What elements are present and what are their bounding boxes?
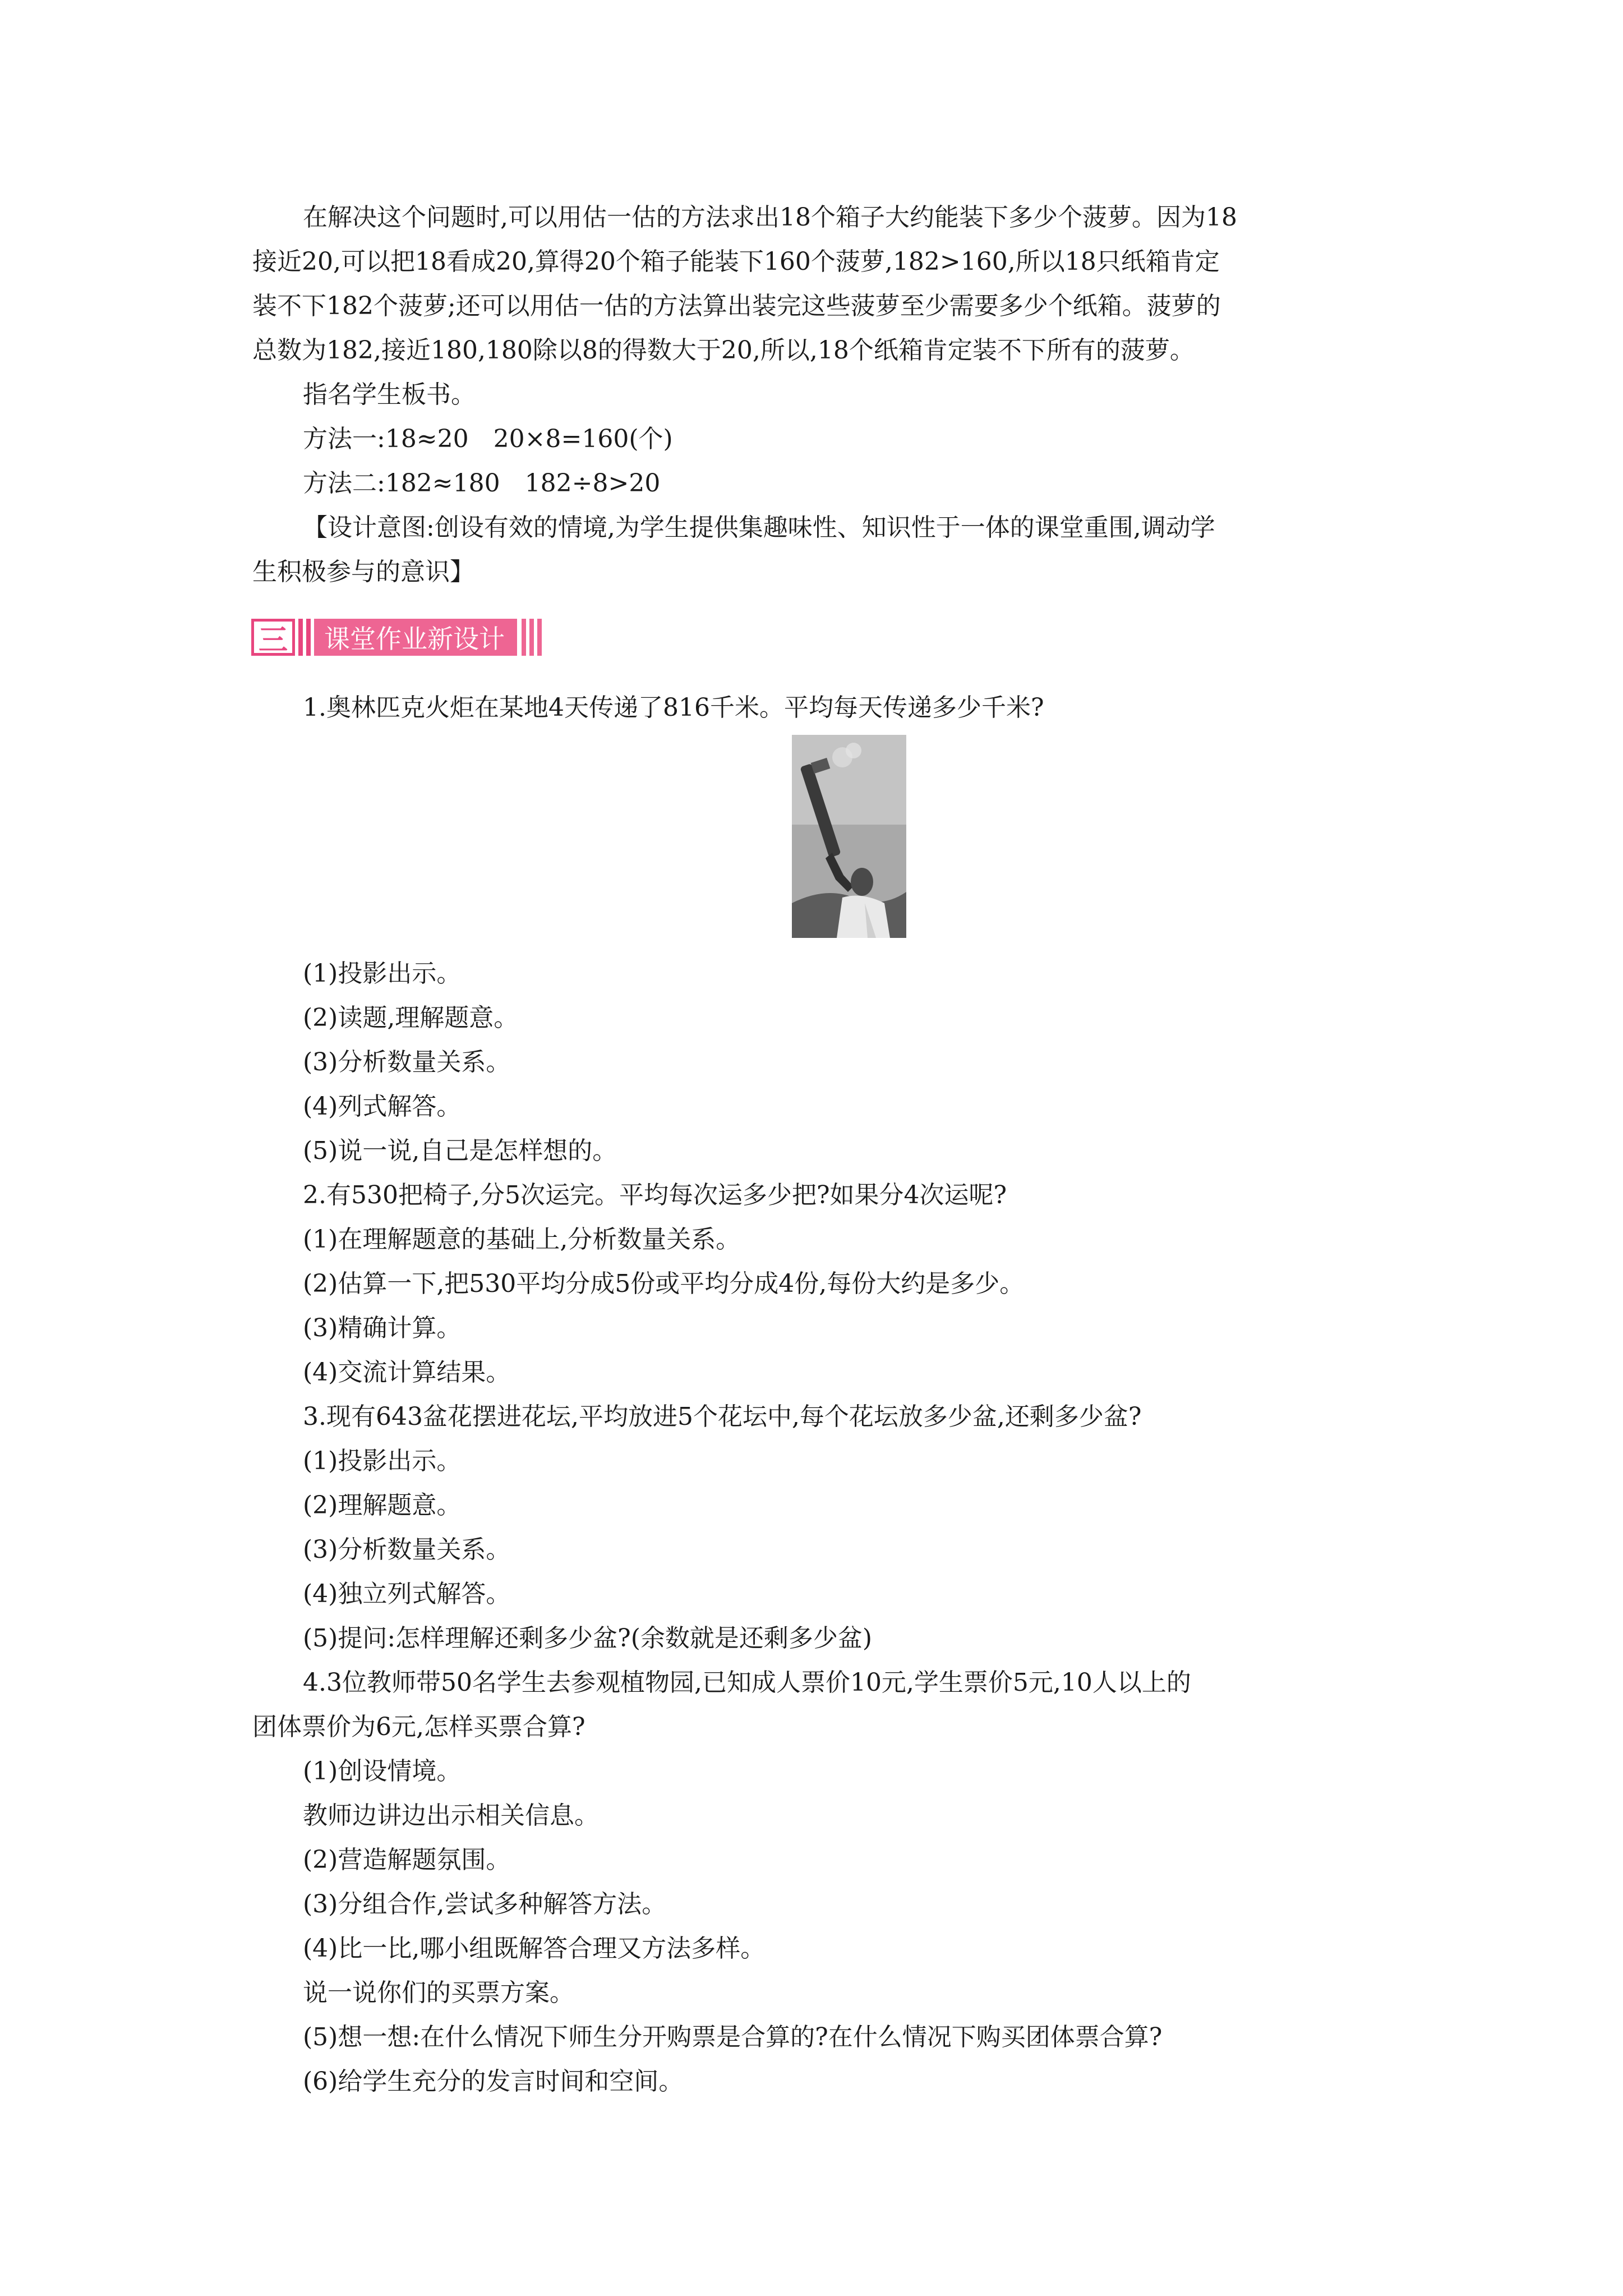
exercise-4-question: 4.3位教师带50名学生去参观植物园,已知成人票价10元,学生票价5元,10人以上的: [303, 1668, 1191, 1697]
exercise-step: (5)说一说,自己是怎样想的。: [303, 1137, 617, 1165]
exercise-step: (6)给学生充分的发言时间和空间。: [303, 2067, 684, 2096]
exercise-step: (4)列式解答。: [303, 1092, 462, 1121]
exercise-step: (1)投影出示。: [303, 959, 462, 988]
paragraph-line: 指名学生板书。: [303, 380, 476, 409]
exercise-2-question: 2.有530把椅子,分5次运完。平均每次运多少把?如果分4次运呢?: [303, 1181, 1007, 1209]
section-decor-tail: [522, 619, 545, 656]
exercise-step: (4)比一比,哪小组既解答合理又方法多样。: [303, 1934, 766, 1963]
section-title: 课堂作业新设计: [314, 619, 517, 656]
exercise-step: (4)交流计算结果。: [303, 1358, 511, 1387]
section-number: 三: [251, 619, 295, 656]
paragraph-line: 总数为182,接近180,180除以8的得数大于20,所以,18个纸箱肯定装不下所有的菠萝。: [252, 336, 1195, 365]
paragraph-line: 装不下182个菠萝;还可以用估一估的方法算出装完这些菠萝至少需要多少个纸箱。菠萝的: [252, 292, 1221, 320]
paragraph-line: 在解决这个问题时,可以用估一估的方法求出18个箱子大约能装下多少个菠萝。因为18: [303, 203, 1237, 232]
exercise-4-question: 团体票价为6元,怎样买票合算?: [252, 1713, 585, 1741]
exercise-step: (3)分析数量关系。: [303, 1048, 511, 1076]
exercise-3-question: 3.现有643盆花摆进花坛,平均放进5个花坛中,每个花坛放多少盆,还剩多少盆?: [303, 1402, 1142, 1431]
exercise-step: (3)分析数量关系。: [303, 1535, 511, 1564]
exercise-1-question: 1.奥林匹克火炬在某地4天传递了816千米。平均每天传递多少千米?: [303, 693, 1044, 722]
exercise-step: (2)估算一下,把530平均分成5份或平均分成4份,每份大约是多少。: [303, 1269, 1025, 1298]
section-header: [251, 617, 545, 657]
exercise-step: (3)分组合作,尝试多种解答方法。: [303, 1890, 667, 1918]
exercise-step: (1)在理解题意的基础上,分析数量关系。: [303, 1225, 741, 1254]
exercise-step: (1)创设情境。: [303, 1757, 462, 1786]
exercise-step: (5)提问:怎样理解还剩多少盆?(余数就是还剩多少盆): [303, 1624, 873, 1653]
exercise-step: (2)读题,理解题意。: [303, 1004, 519, 1032]
exercise-step: 教师边讲边出示相关信息。: [303, 1801, 599, 1830]
torch-bearer-photo: [792, 735, 906, 938]
exercise-step: (1)投影出示。: [303, 1447, 462, 1475]
design-intent-line: 生积极参与的意识】: [252, 558, 474, 586]
section-decor-bars: [298, 619, 314, 656]
exercise-step: (2)理解题意。: [303, 1491, 462, 1520]
exercise-step: (4)独立列式解答。: [303, 1580, 511, 1608]
design-intent-line: 【设计意图:创设有效的情境,为学生提供集趣味性、知识性于一体的课堂重围,调动学: [303, 513, 1215, 542]
exercise-step: 说一说你们的买票方案。: [303, 1978, 574, 2007]
torch-bearer-icon: [792, 735, 906, 938]
paragraph-line: 接近20,可以把18看成20,算得20个箱子能装下160个菠萝,182>160,所以18只纸箱肯定: [252, 247, 1220, 276]
exercise-step: (3)精确计算。: [303, 1314, 462, 1342]
exercise-step: (5)想一想:在什么情况下师生分开购票是合算的?在什么情况下购买团体票合算?: [303, 2023, 1163, 2051]
exercise-step: (2)营造解题氛围。: [303, 1846, 511, 1874]
method-two: 方法二:182≈180 182÷8>20: [303, 469, 661, 498]
method-one: 方法一:18≈20 20×8=160(个): [303, 425, 673, 453]
